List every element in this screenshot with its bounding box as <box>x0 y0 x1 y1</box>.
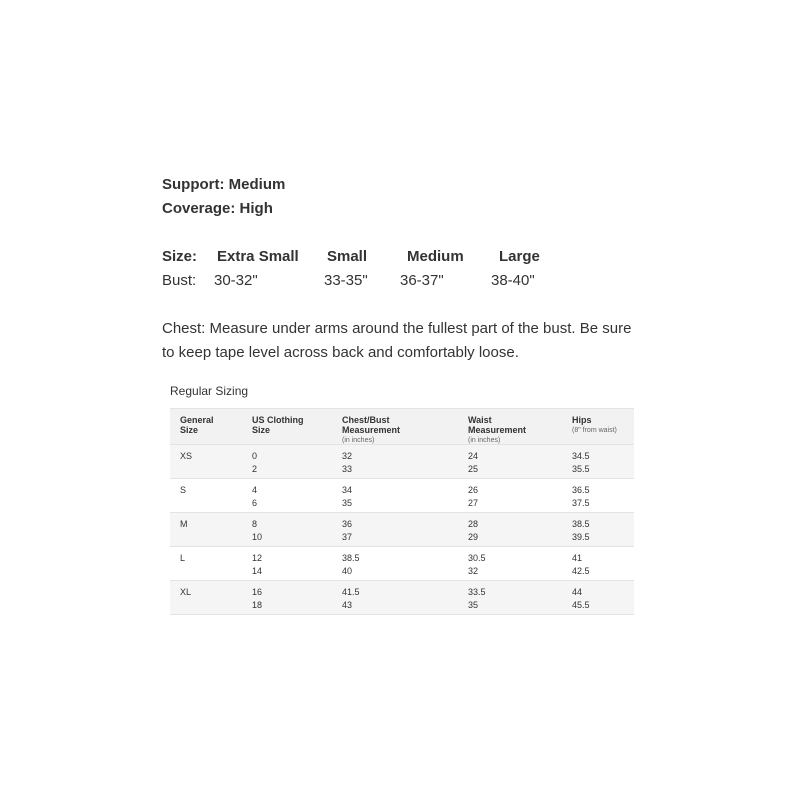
size-medium: Medium <box>407 248 464 265</box>
cell-chest: 34 35 <box>332 479 458 513</box>
bust-small: 33-35" <box>324 272 368 289</box>
bust-row <box>162 269 562 293</box>
cell-us: 16 18 <box>242 581 332 615</box>
header-waist: Waist Measurement (in inches) <box>458 409 562 445</box>
header-chest-bust: Chest/Bust Measurement (in inches) <box>332 409 458 445</box>
cell-hips: 34.5 35.5 <box>562 445 634 479</box>
table-row <box>170 547 634 581</box>
size-row <box>162 245 562 269</box>
cell-us: 0 2 <box>242 445 332 479</box>
cell-hips: 44 45.5 <box>562 581 634 615</box>
cell-general: M <box>170 513 242 547</box>
header-hips: Hips (8" from waist) <box>562 409 634 445</box>
table-row <box>170 445 634 479</box>
measure-instructions: Chest: Measure under arms around the fullest part of the bust. Be sure to keep tape level across back and comfortably loose. <box>162 320 632 361</box>
cell-general: L <box>170 547 242 581</box>
cell-hips: 38.5 39.5 <box>562 513 634 547</box>
cell-chest: 36 37 <box>332 513 458 547</box>
support-text: Support: Medium <box>162 176 286 193</box>
cell-waist: 33.5 35 <box>458 581 562 615</box>
size-large: Large <box>499 248 540 265</box>
cell-chest: 38.5 40 <box>332 547 458 581</box>
table-row <box>170 581 634 615</box>
cell-hips: 36.5 37.5 <box>562 479 634 513</box>
sizing-table <box>170 408 634 615</box>
cell-waist: 28 29 <box>458 513 562 547</box>
size-extra-small: Extra Small <box>217 248 299 265</box>
cell-waist: 30.5 32 <box>458 547 562 581</box>
cell-general: S <box>170 479 242 513</box>
size-small: Small <box>327 248 368 265</box>
bust-label: Bust: <box>162 272 197 289</box>
cell-us: 8 10 <box>242 513 332 547</box>
cell-waist: 26 27 <box>458 479 562 513</box>
bust-large: 38-40" <box>491 272 535 289</box>
cell-chest: 32 33 <box>332 445 458 479</box>
table-row <box>170 513 634 547</box>
bust-extra-small: 30-32" <box>214 272 258 289</box>
table-header-row <box>170 409 634 445</box>
coverage-text: Coverage: High <box>162 200 273 217</box>
cell-us: 12 14 <box>242 547 332 581</box>
cell-hips: 41 42.5 <box>562 547 634 581</box>
cell-general: XS <box>170 445 242 479</box>
cell-chest: 41.5 43 <box>332 581 458 615</box>
cell-us: 4 6 <box>242 479 332 513</box>
header-general-size: General Size <box>170 409 242 445</box>
table-row <box>170 479 634 513</box>
bust-medium: 36-37" <box>400 272 444 289</box>
size-label: Size: <box>162 248 198 265</box>
table-title: Regular Sizing <box>170 384 249 398</box>
cell-waist: 24 25 <box>458 445 562 479</box>
header-us-clothing-size: US Clothing Size <box>242 409 332 445</box>
cell-general: XL <box>170 581 242 615</box>
